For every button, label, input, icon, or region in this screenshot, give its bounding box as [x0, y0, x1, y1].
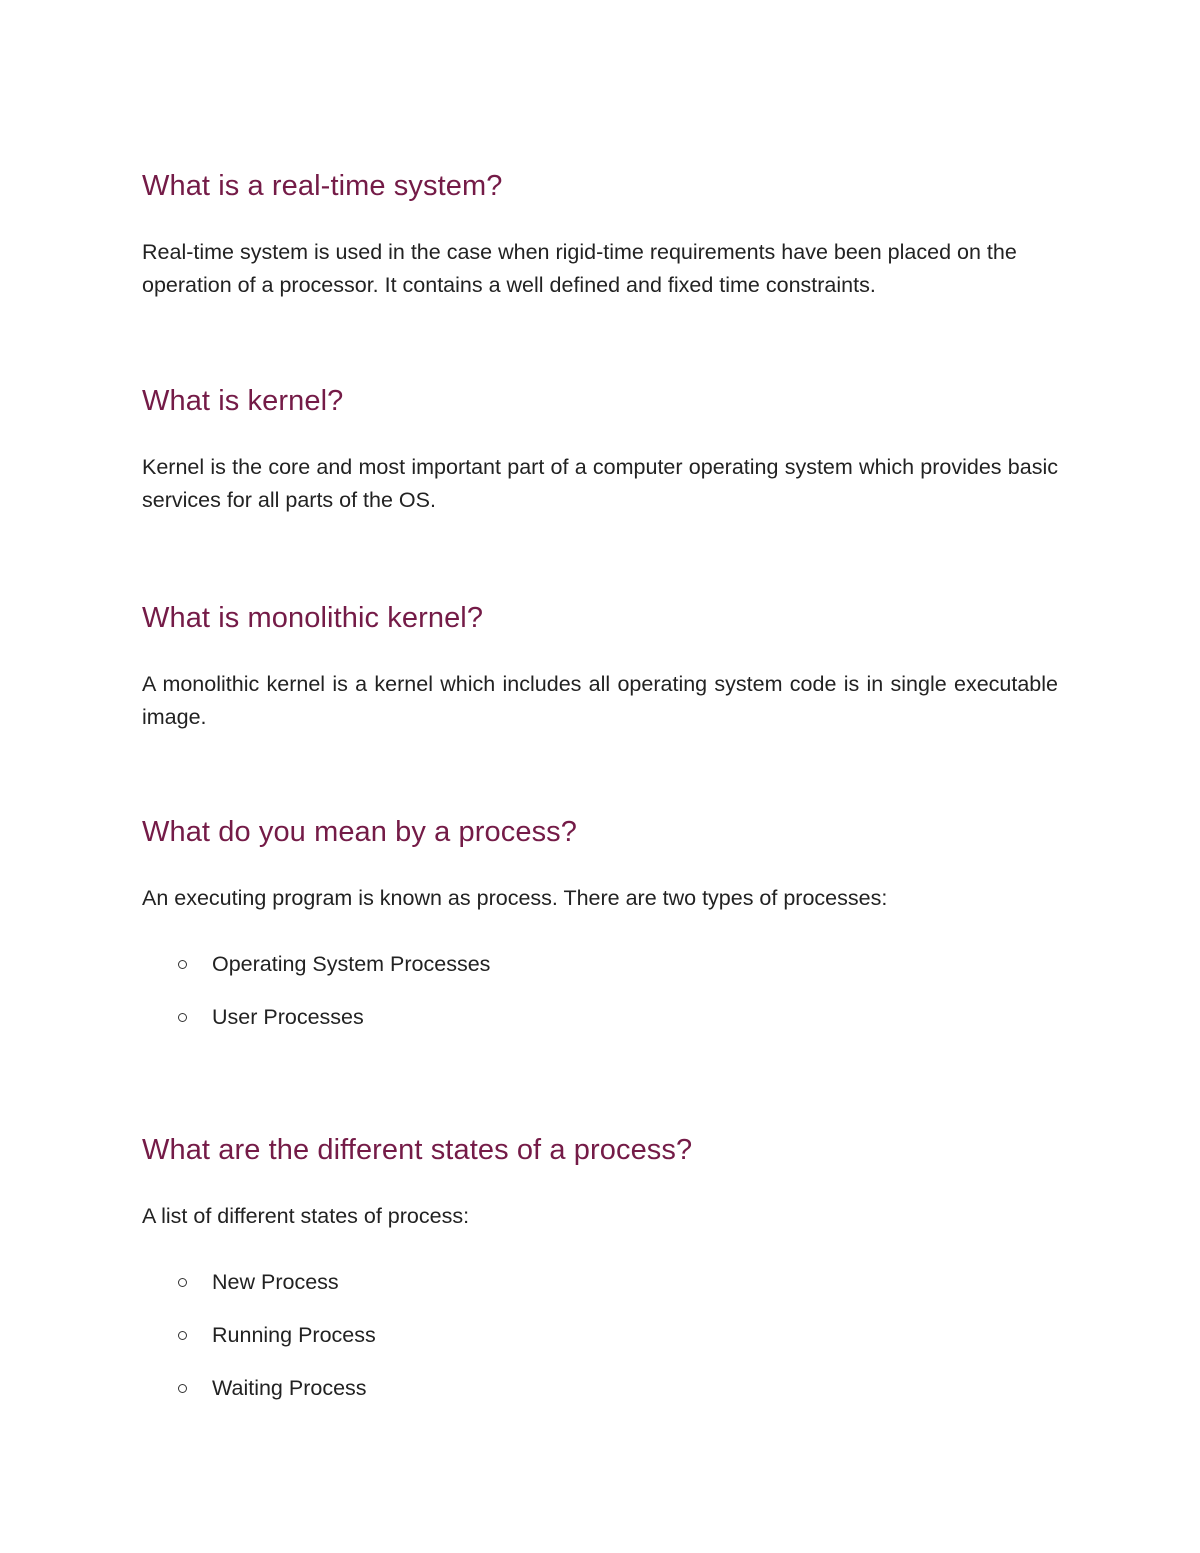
answer-paragraph: An executing program is known as process. There are two types of processes: — [142, 886, 888, 910]
answer-paragraph: A list of different states of process: — [142, 1204, 470, 1228]
process-types-list — [142, 948, 1058, 1054]
hollow-circle-bullet-icon — [178, 1384, 187, 1393]
list-item — [142, 948, 1058, 1001]
question-heading: What is a real-time system? — [142, 170, 503, 202]
section-process — [142, 814, 1058, 1054]
process-states-list — [142, 1266, 1058, 1425]
answer-paragraph: Real-time system is used in the case when rigid-time requirements have been placed on the operation of a processor. It contains a well defined and fixed time constraints. — [142, 240, 1017, 297]
question-heading: What is monolithic kernel? — [142, 602, 484, 634]
list-item — [142, 1266, 1058, 1319]
hollow-circle-bullet-icon — [178, 1013, 187, 1022]
list-item-label: New Process — [212, 1270, 339, 1294]
question-heading: What do you mean by a process? — [142, 816, 578, 848]
list-item-label: User Processes — [212, 1005, 364, 1029]
section-kernel — [142, 383, 1058, 517]
list-item-label: Operating System Processes — [212, 952, 491, 976]
answer-paragraph: A monolithic kernel is a kernel which includes all operating system code is in single executable image. — [142, 672, 1058, 729]
hollow-circle-bullet-icon — [178, 960, 187, 969]
list-item — [142, 1001, 1058, 1054]
list-item — [142, 1372, 1058, 1425]
list-item-label: Running Process — [212, 1323, 376, 1347]
question-heading: What are the different states of a process? — [142, 1134, 693, 1166]
list-item — [142, 1319, 1058, 1372]
list-item-label: Waiting Process — [212, 1376, 367, 1400]
section-real-time-system — [142, 168, 1058, 302]
answer-paragraph: Kernel is the core and most important part of a computer operating system which provides basic services for all parts of the OS. — [142, 455, 1058, 512]
section-monolithic-kernel — [142, 600, 1058, 734]
section-process-states — [142, 1132, 1058, 1425]
hollow-circle-bullet-icon — [178, 1331, 187, 1340]
question-heading: What is kernel? — [142, 385, 344, 417]
hollow-circle-bullet-icon — [178, 1278, 187, 1287]
